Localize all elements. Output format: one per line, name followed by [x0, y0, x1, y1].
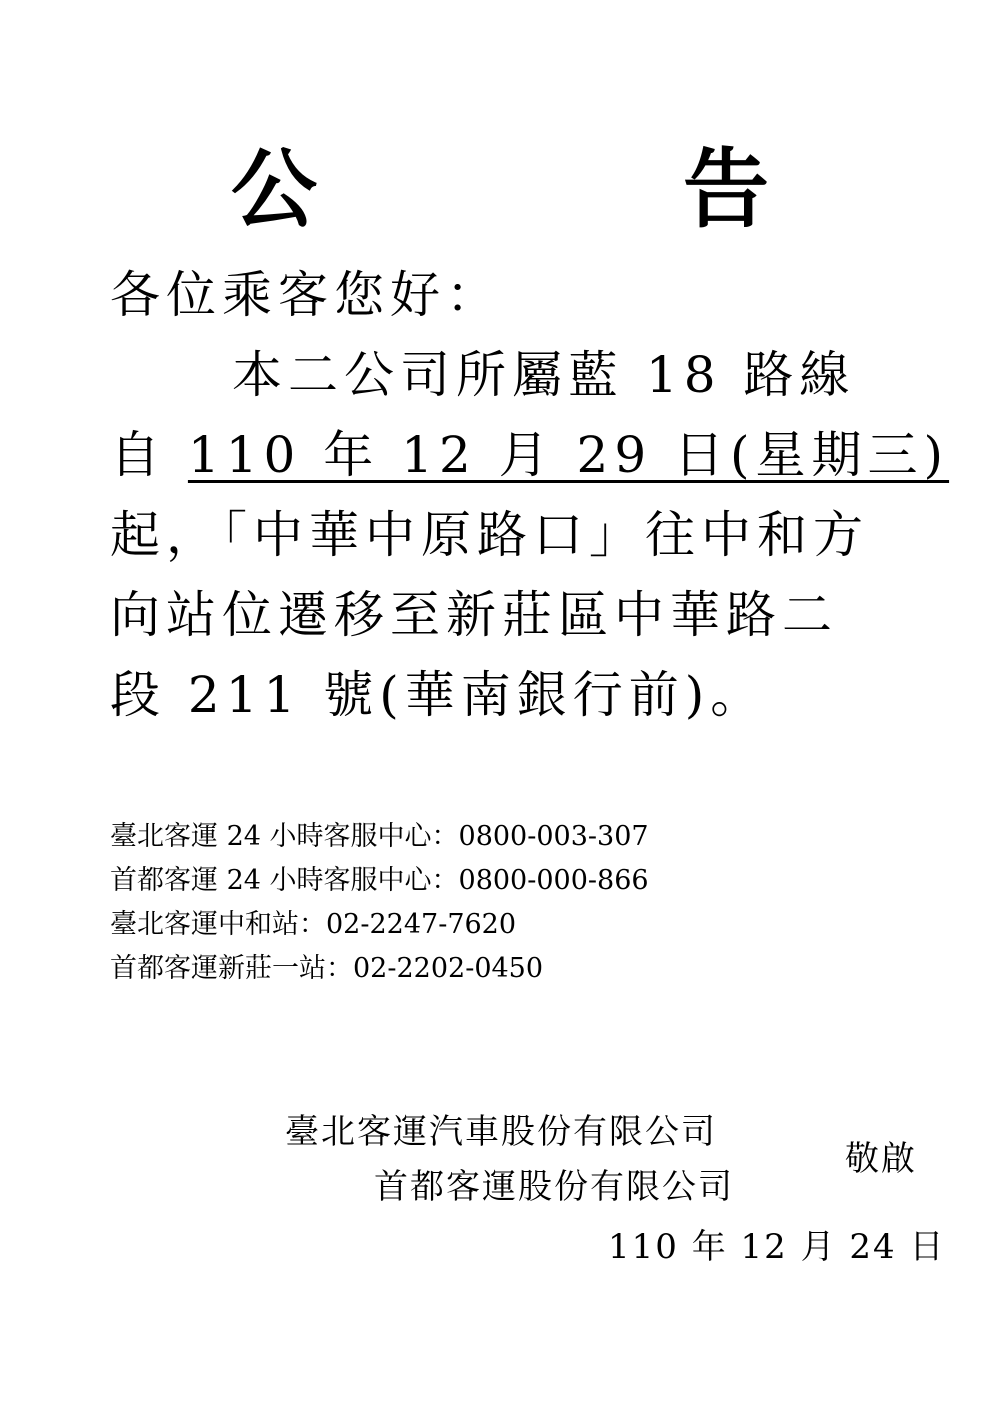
effective-date: 110 年 12 月 29 日(星期三): [187, 426, 950, 484]
notice-body-line-3: 起，「中華中原路口」往中和方: [110, 506, 869, 564]
company-name-1: 臺北客運汽車股份有限公司: [285, 1112, 717, 1152]
closing-phrase: 敬啟: [845, 1139, 917, 1179]
contact-line: 臺北客運中和站：02-2247-7620: [110, 909, 517, 940]
contact-list: [110, 815, 649, 991]
notice-title: 公 告: [231, 139, 909, 240]
greeting: 各位乘客您好：: [110, 266, 502, 324]
company-name-2: 首都客運股份有限公司: [374, 1167, 734, 1207]
date-prefix: 自: [110, 426, 188, 484]
contact-line: 臺北客運 24 小時客服中心：0800-003-307: [110, 821, 649, 852]
notice-body-line-5: 段 211 號(華南銀行前)。: [110, 666, 767, 724]
notice-body-line-1: 本二公司所屬藍 18 路線: [232, 346, 856, 404]
notice-body-line-2: [110, 415, 950, 495]
notice-date: 110 年 12 月 24 日: [608, 1227, 946, 1267]
contact-line: 首都客運新莊一站：02-2202-0450: [110, 953, 544, 984]
notice-body-line-4: 向站位遷移至新莊區中華路二: [110, 586, 838, 644]
contact-line: 首都客運 24 小時客服中心：0800-000-866: [110, 865, 649, 896]
